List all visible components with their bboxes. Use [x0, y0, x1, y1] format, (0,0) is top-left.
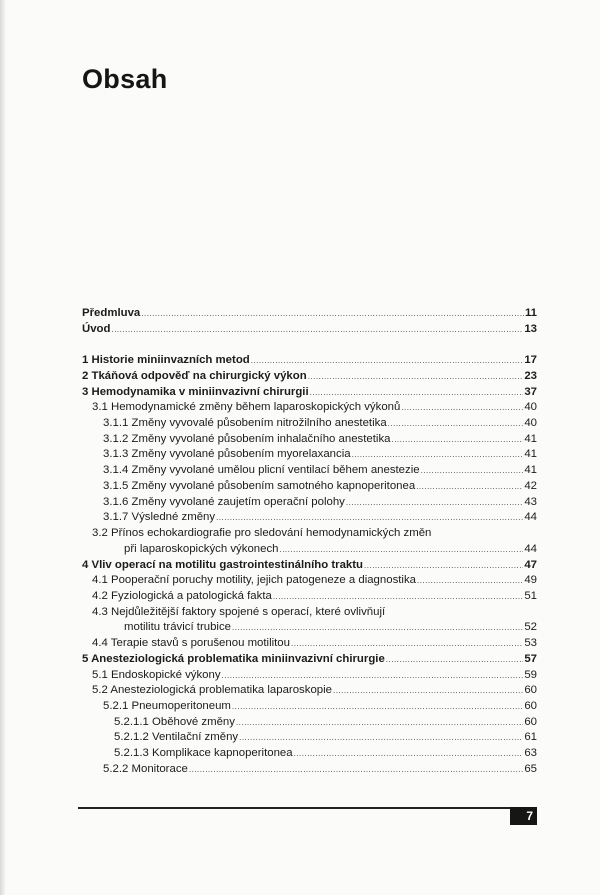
- toc-entry[interactable]: [82, 306, 537, 322]
- dot-leader: [333, 683, 523, 699]
- dot-leader: [239, 730, 523, 746]
- footer-rule: [78, 807, 537, 809]
- toc-entry[interactable]: [82, 730, 537, 746]
- toc-entry-title: 4 Vliv operací na motilitu gastrointestinálního traktu: [82, 558, 364, 571]
- toc-entry-page: 59: [524, 668, 537, 681]
- toc-entry-page: 52: [524, 621, 537, 634]
- toc-entry-page: 47: [524, 558, 537, 571]
- toc-entry-page: 60: [524, 684, 537, 697]
- toc-entry[interactable]: [82, 526, 537, 542]
- dot-leader: [417, 573, 523, 589]
- toc-entry-page: 57: [524, 652, 537, 665]
- toc-entry[interactable]: [82, 510, 537, 526]
- toc-entry-title: 3.1.7 Výsledné změny: [103, 511, 216, 524]
- toc-spacer: [82, 337, 537, 353]
- dot-leader: [364, 558, 523, 574]
- toc-entry-title-continuation: motilitu trávicí trubice: [124, 621, 231, 634]
- toc-entry[interactable]: [82, 432, 537, 448]
- dot-leader: [352, 447, 524, 463]
- toc-entry[interactable]: [82, 495, 537, 511]
- dot-leader: [236, 715, 523, 731]
- toc-entry-page: 41: [524, 432, 537, 445]
- toc-entry-title: 5.2 Anesteziologická problematika laparoskopie: [92, 684, 332, 697]
- toc-entry[interactable]: [82, 762, 537, 778]
- page-edge: [0, 0, 6, 895]
- page-number: 7: [510, 807, 537, 825]
- toc-entry-title: 5.2.1.3 Komplikace kapnoperitonea: [114, 747, 293, 760]
- toc-entry-page: 65: [524, 762, 537, 775]
- toc-entry[interactable]: [82, 447, 537, 463]
- toc-entry-page: 53: [524, 637, 537, 650]
- dot-leader: [386, 652, 524, 668]
- dot-leader: [291, 636, 523, 652]
- toc-entry[interactable]: [82, 369, 537, 385]
- toc-entry[interactable]: [82, 699, 537, 715]
- toc-entry-title: 4.2 Fyziologická a patologická fakta: [92, 589, 272, 602]
- toc-entry-title: 3.1.1 Změny vyvovalé působením nitrožilního anestetika: [103, 417, 387, 430]
- toc-entry-page: 63: [524, 747, 537, 760]
- toc-entry-page: 40: [524, 401, 537, 414]
- page-title: Obsah: [82, 64, 168, 94]
- dot-leader: [216, 510, 523, 526]
- toc-entry-title: 3.2 Přínos echokardiografie pro sledování hemodynamických změn: [92, 527, 432, 540]
- toc-entry-title: 3 Hemodynamika v miniinvazivní chirurgii: [82, 385, 309, 398]
- toc-entry-title: 4.3 Nejdůležitější faktory spojené s operací, které ovlivňují: [92, 605, 386, 618]
- toc-entry-title: 4.1 Pooperační poruchy motility, jejich patogeneze a diagnostika: [92, 574, 416, 587]
- dot-leader: [294, 746, 524, 762]
- toc-entry[interactable]: [82, 715, 537, 731]
- toc-entry-page: 60: [524, 699, 537, 712]
- toc-entry[interactable]: [82, 463, 537, 479]
- dot-leader: [279, 542, 523, 558]
- toc-entry[interactable]: [82, 385, 537, 401]
- toc-entry-page: 42: [524, 479, 537, 492]
- dot-leader: [222, 668, 524, 684]
- dot-leader: [346, 495, 523, 511]
- toc-entry-page: 60: [524, 715, 537, 728]
- toc-entry-title: 3.1.2 Změny vyvolané působením inhalačního anestetika: [103, 432, 391, 445]
- toc-entry-page: 17: [524, 354, 537, 367]
- toc-entry-title: 5.1 Endoskopické výkony: [92, 668, 221, 681]
- toc-entry-title-continuation: při laparoskopických výkonech: [124, 542, 279, 555]
- toc-entry-page: 49: [524, 574, 537, 587]
- toc-entry-page: 44: [524, 542, 537, 555]
- toc-entry-title: 2 Tkáňová odpověď na chirurgický výkon: [82, 369, 307, 382]
- toc-entry-title: 3.1.4 Změny vyvolané umělou plicní ventilací během anestezie: [103, 464, 420, 477]
- dot-leader: [232, 699, 523, 715]
- toc-entry-continuation[interactable]: [82, 542, 537, 558]
- toc-entry-title: 3.1.3 Změny vyvolané působením myorelaxancia: [103, 448, 351, 461]
- toc-entry-title: 3.1.5 Změny vyvolané působením samotného kapnoperitonea: [103, 479, 416, 492]
- toc-entry-page: 41: [524, 464, 537, 477]
- toc-entry[interactable]: [82, 353, 537, 369]
- toc-entry-continuation[interactable]: [82, 620, 537, 636]
- toc-entry-page: 11: [524, 307, 537, 319]
- toc-entry[interactable]: [82, 746, 537, 762]
- toc-entry-title: Předmluva: [82, 307, 141, 319]
- toc-entry-page: 13: [524, 322, 537, 335]
- toc-entry-title: 5.2.1.2 Ventilační změny: [114, 731, 239, 744]
- toc-entry[interactable]: [82, 322, 537, 338]
- toc-entry-page: 41: [524, 448, 537, 461]
- toc-entry[interactable]: [82, 589, 537, 605]
- toc-entry[interactable]: [82, 573, 537, 589]
- dot-leader: [273, 589, 524, 605]
- toc-entry[interactable]: [82, 668, 537, 684]
- toc-entry-page: 51: [524, 589, 537, 602]
- toc-entry-title: 5.2.2 Monitorace: [103, 762, 188, 775]
- dot-leader: [189, 762, 523, 778]
- toc-entry-title: 5 Anesteziologická problematika miniinvazivní chirurgie: [82, 652, 385, 665]
- toc-entry-title: 5.2.1 Pneumoperitoneum: [103, 699, 231, 712]
- toc-entry-title: 3.1 Hemodynamické změny během laparoskopických výkonů: [92, 401, 401, 414]
- dot-leader: [388, 416, 524, 432]
- dot-leader: [401, 400, 523, 416]
- table-of-contents: [82, 306, 537, 778]
- toc-entry-page: 23: [524, 369, 537, 382]
- dot-leader: [251, 353, 524, 369]
- dot-leader: [111, 322, 523, 338]
- dot-leader: [421, 463, 524, 479]
- toc-entry-page: 61: [524, 731, 537, 744]
- toc-entry-title: 4.4 Terapie stavů s porušenou motilitou: [92, 637, 290, 650]
- toc-entry[interactable]: [82, 605, 537, 621]
- toc-entry[interactable]: [82, 400, 537, 416]
- dot-leader: [391, 432, 523, 448]
- dot-leader: [141, 306, 524, 322]
- toc-entry[interactable]: [82, 416, 537, 432]
- toc-entry-page: 40: [524, 417, 537, 430]
- toc-entry[interactable]: [82, 636, 537, 652]
- toc-entry[interactable]: [82, 652, 537, 668]
- dot-leader: [310, 385, 524, 401]
- toc-entry-title: Úvod: [82, 322, 111, 335]
- toc-entry-title: 1 Historie miniinvazních metod: [82, 354, 250, 367]
- toc-entry-title: 5.2.1.1 Oběhové změny: [114, 715, 235, 728]
- toc-entry[interactable]: [82, 479, 537, 495]
- dot-leader: [232, 620, 523, 636]
- dot-leader: [416, 479, 523, 495]
- toc-entry-page: 43: [524, 495, 537, 508]
- toc-entry-page: 37: [524, 385, 537, 398]
- toc-entry-page: 44: [524, 511, 537, 524]
- toc-entry[interactable]: [82, 683, 537, 699]
- toc-entry-title: 3.1.6 Změny vyvolané zaujetím operační polohy: [103, 495, 345, 508]
- toc-entry[interactable]: [82, 558, 537, 574]
- dot-leader: [308, 369, 524, 385]
